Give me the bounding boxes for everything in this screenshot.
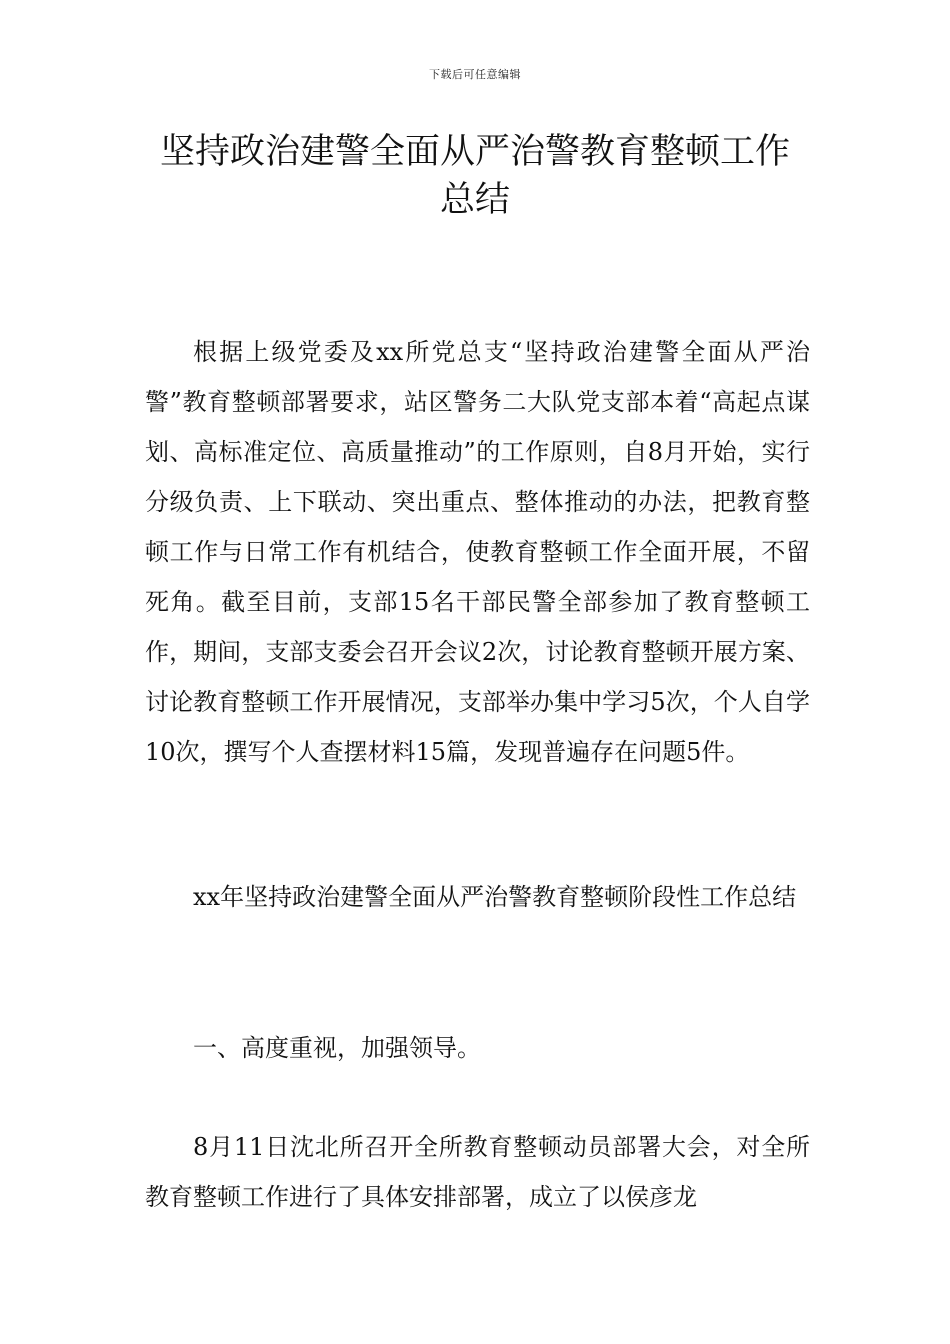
- paragraph-subtitle: xx年坚持政治建警全面从严治警教育整顿阶段性工作总结: [193, 883, 797, 911]
- document-title: [145, 128, 805, 224]
- header-note: 下载后可任意编辑: [429, 68, 521, 81]
- title-line-2: 总结: [439, 180, 510, 220]
- title-line-1: 坚持政治建警全面从严治警教育整顿工作: [159, 132, 790, 172]
- section-heading-1: 一、高度重视，加强领导。: [193, 1034, 481, 1062]
- paragraph-intro: 根据上级党委及xx所党总支“坚持政治建警全面从严治警”教育整顿部署要求，站区警务二大队党支部本着“高起点谋划、高标准定位、高质量推动”的工作原则，自8月开始，实行分级负责、上下联动、突出重点、整体推动的办法，把教育整顿工作与日常工作有机结合，使教育整顿工作全面开展，不留死角。截至目前，支部15名干部民警全部参加了教育整顿工作，期间，支部支委会召开会议2次，讨论教育整顿开展方案、讨论教育整顿工作开展情况，支部举办集中学习5次，个人自学10次，撰写个人查摆材料15篇，发现普遍存在问题5件。: [145, 338, 810, 766]
- paragraph-section-1: 8月11日沈北所召开全所教育整顿动员部署大会，对全所教育整顿工作进行了具体安排部署，成立了以侯彦龙: [145, 1133, 810, 1211]
